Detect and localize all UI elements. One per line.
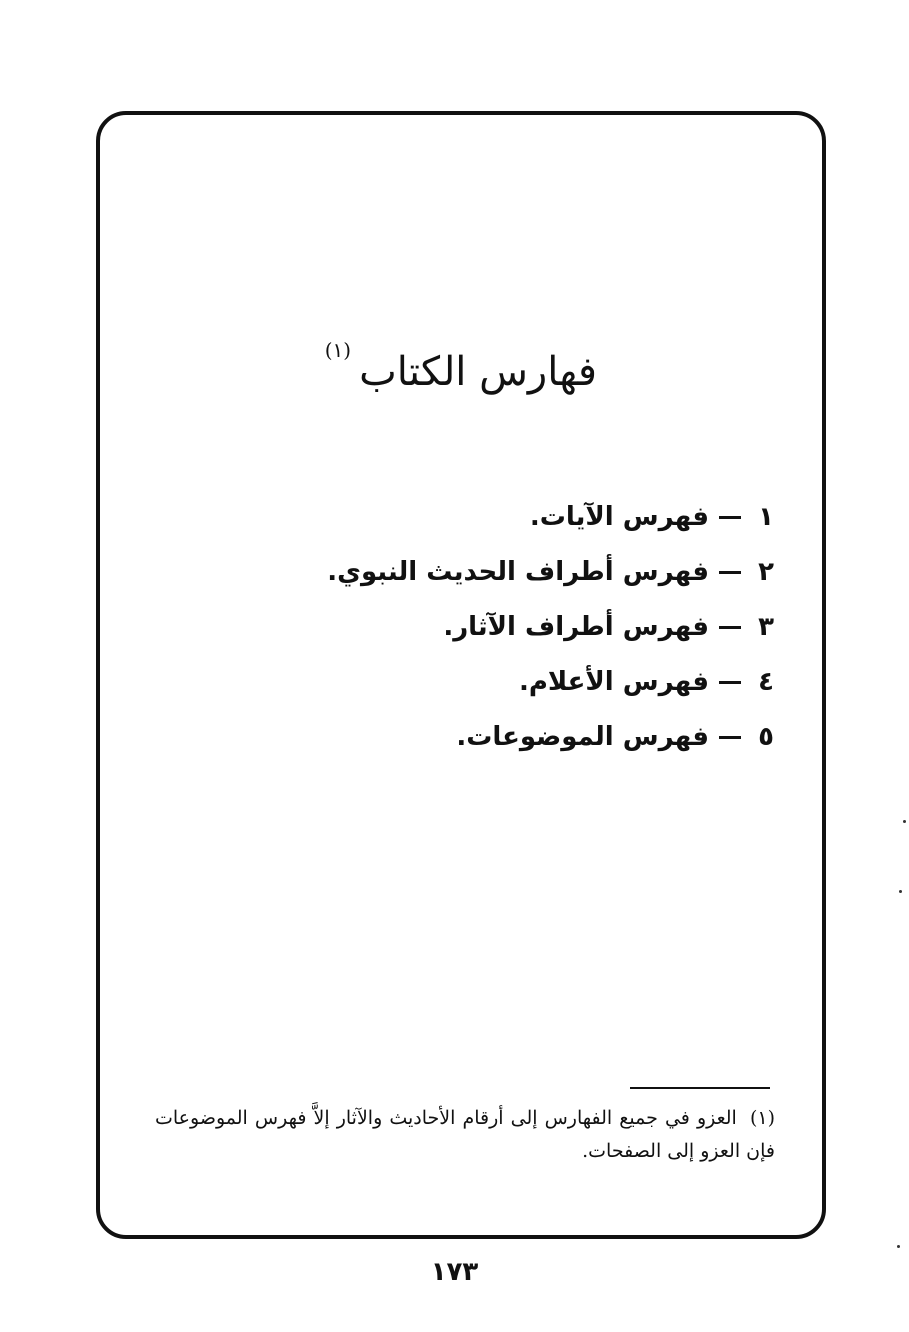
page-number: ١٧٣ — [430, 1257, 479, 1287]
contents-item-verses — [277, 490, 777, 545]
dash-separator — [719, 626, 741, 629]
item-number: ٥ — [758, 722, 774, 752]
contents-item-topics — [277, 710, 777, 765]
page-title — [324, 338, 597, 402]
scan-speck — [903, 820, 906, 823]
item-number: ١ — [758, 502, 774, 532]
contents-item-hadith — [277, 545, 777, 600]
item-label: فهرس الموضوعات. — [456, 722, 709, 752]
scan-speck — [899, 890, 902, 893]
contents-item-names — [277, 655, 777, 710]
item-number: ٢ — [758, 557, 774, 587]
title-footnote-marker: (١) — [324, 338, 352, 362]
dash-separator — [719, 516, 741, 519]
item-label: فهرس أطراف الحديث النبوي. — [327, 557, 709, 587]
item-label: فهرس أطراف الآثار. — [443, 612, 709, 642]
title-text: فهارس الكتاب — [359, 349, 597, 395]
footnote-divider — [630, 1087, 770, 1089]
footnote-text: العزو في جميع الفهارس إلى أرقام الأحاديث والآثار إلاَّ فهرس الموضوعات فإن العزو إلى الصفحات. — [155, 1107, 775, 1162]
footnote-marker: (١) — [749, 1107, 775, 1129]
dash-separator — [719, 736, 741, 739]
item-number: ٣ — [758, 612, 774, 642]
dash-separator — [719, 681, 741, 684]
scan-speck — [897, 1245, 900, 1248]
item-label: فهرس الأعلام. — [519, 667, 709, 697]
footnote — [155, 1102, 775, 1168]
item-number: ٤ — [758, 667, 774, 697]
item-label: فهرس الآيات. — [529, 502, 709, 532]
contents-item-athar — [277, 600, 777, 655]
contents-list — [277, 490, 777, 765]
dash-separator — [719, 571, 741, 574]
